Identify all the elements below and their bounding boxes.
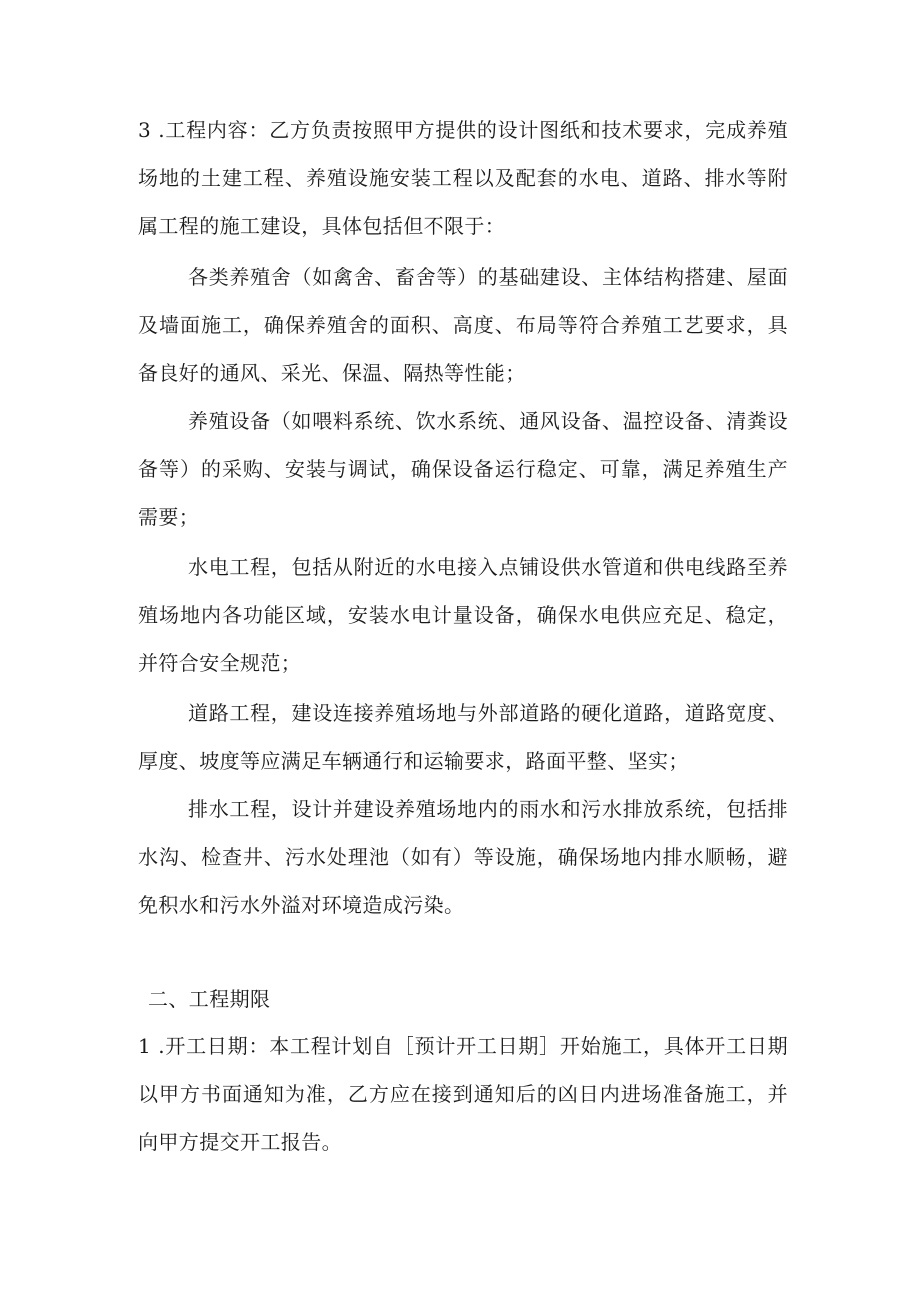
paragraph-sub-breeding-equipment: 养殖设备（如喂料系统、饮水系统、通风设备、温控设备、清粪设备等）的采购、安装与调试，确保设备运行稳定、可靠，满足养殖生产需要； xyxy=(138,409,788,529)
paragraph-sub-water-electricity: 水电工程，包括从附近的水电接入点铺设供水管道和供电线路至养殖场地内各功能区域，安装水电计量设备，确保水电供应充足、稳定，并符合安全规范； xyxy=(138,555,788,675)
paragraph-sub-drainage-works: 排水工程，设计并建设养殖场地内的雨水和污水排放系统，包括排水沟、检查井、污水处理池（如有）等设施，确保场地内排水顺畅，避免积水和污水外溢对环境造成污染。 xyxy=(138,797,788,917)
section-heading-project-period: 二、工程期限 xyxy=(148,987,271,1011)
paragraph-sub-road-works: 道路工程，建设连接养殖场地与外部道路的硬化道路，道路宽度、厚度、坡度等应满足车辆通行和运输要求，路面平整、坚实； xyxy=(138,701,788,773)
paragraph-sub-breeding-houses: 各类养殖舍（如禽舍、畜舍等）的基础建设、主体结构搭建、屋面及墙面施工，确保养殖舍的面积、高度、布局等符合养殖工艺要求，具备良好的通风、采光、保温、隔热等性能； xyxy=(138,265,788,385)
paragraph-item-3-project-content: 3 .工程内容：乙方负责按照甲方提供的设计图纸和技术要求，完成养殖场地的土建工程、养殖设施安装工程以及配套的水电、道路、排水等附属工程的施工建设，具体包括但不限于： xyxy=(138,118,788,238)
paragraph-item-1-start-date: 1 .开工日期：本工程计划自［预计开工日期］开始施工，具体开工日期以甲方书面通知为准，乙方应在接到通知后的凶日内进场准备施工，并向甲方提交开工报告。 xyxy=(138,1034,788,1154)
